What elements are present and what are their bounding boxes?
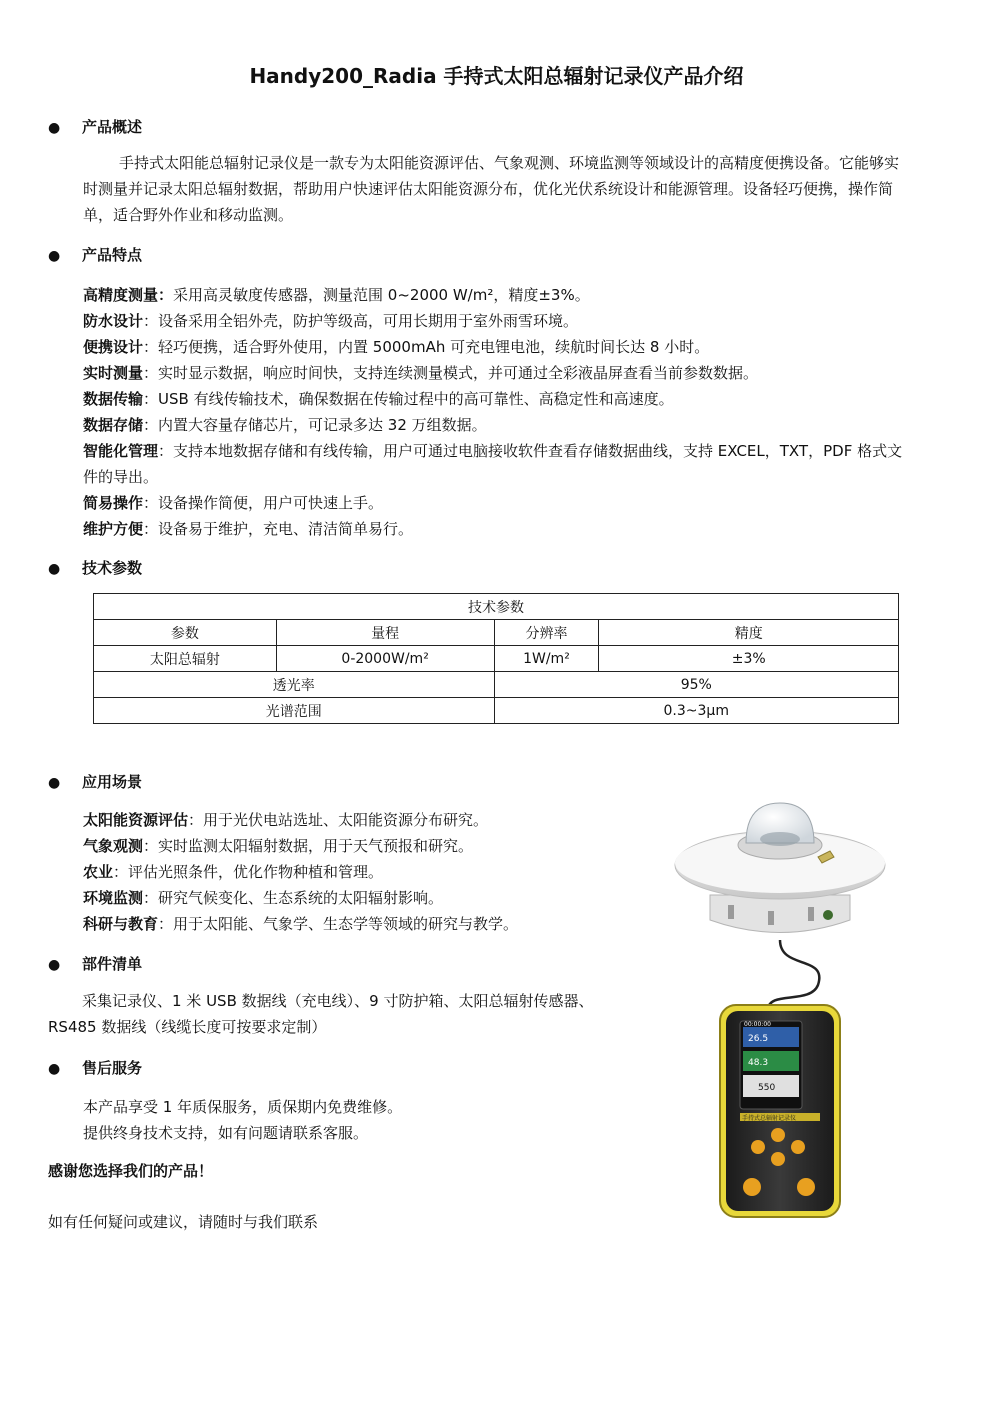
table-row: [94, 646, 899, 672]
table-header: 分辨率: [494, 620, 599, 646]
screen-value: 550: [758, 1083, 776, 1093]
thanks-text: 感谢您选择我们的产品！: [48, 1162, 214, 1180]
feature-item: 便携设计：轻巧便携，适合野外使用，内置 5000mAh 可充电锂电池，续航时间长达 8 小时。: [83, 338, 710, 356]
cable-icon: [768, 940, 819, 1010]
parts-paragraph: [48, 988, 658, 1040]
features-list: [83, 282, 911, 542]
screen-value: 26.5: [748, 1034, 769, 1044]
feature-item: 数据传输：USB 有线传输技术，确保数据在传输过程中的高可靠性、高稳定性和高速度。: [83, 390, 674, 408]
table-cell: 光谱范围: [94, 698, 495, 724]
overview-paragraph: 手持式太阳能总辐射记录仪是一款专为太阳能资源评估、气象观测、环境监测等领域设计的高精度便携设备。它能够实时测量并记录太阳总辐射数据，帮助用户快速评估太阳能资源分布，优化光伏系统设计和能源管理。设备轻巧便携，操作简单，适合野外作业和移动监测。: [83, 154, 900, 224]
product-illustration: [668, 795, 893, 1225]
table-cell: ±3%: [599, 646, 899, 672]
table-header: 精度: [599, 620, 899, 646]
feature-item: 实时测量：实时显示数据，响应时间快，支持连续测量模式，并可通过全彩液晶屏查看当前参数数据。: [83, 364, 759, 382]
application-item: 科研与教育：用于太阳能、气象学、生态学等领域的研究与教学。: [83, 915, 519, 933]
bullet-icon: ●: [48, 1061, 61, 1077]
feature-item: 防水设计：设备采用全铝外壳，防护等级高，可用长期用于室外雨雪环境。: [83, 312, 579, 330]
table-cell: 0.3~3μm: [494, 698, 899, 724]
product-image: [668, 795, 893, 1225]
feature-item: 智能化管理：支持本地数据存储和有线传输，用户可通过电脑接收软件查看存储数据曲线，支持 EXCEL，TXT，PDF 格式文件的导出。: [83, 442, 903, 486]
bullet-icon: ●: [48, 248, 61, 264]
table-cell: 透光率: [94, 672, 495, 698]
page-title: Handy200_Radia 手持式太阳总辐射记录仪产品介绍: [249, 64, 744, 88]
section-heading-features: ● 产品特点: [48, 246, 143, 264]
bullet-icon: ●: [48, 561, 61, 577]
service-paragraph: [83, 1094, 643, 1146]
handheld-logger-icon: [720, 1005, 840, 1217]
section-heading-overview: ● 产品概述: [48, 118, 143, 136]
table-title-row: [94, 594, 899, 620]
feature-item: 维护方便：设备易于维护，充电、清洁简单易行。: [83, 520, 414, 538]
screen-time: 00:00:00: [744, 1021, 771, 1028]
table-title: 技术参数: [94, 594, 899, 620]
application-item: 环境监测：研究气候变化、生态系统的太阳辐射影响。: [83, 889, 444, 907]
device-label: 手持式总辐射记录仪: [742, 1115, 797, 1122]
section-heading-parts: ● 部件清单: [48, 955, 143, 973]
table-row: [94, 698, 899, 724]
table-header: 参数: [94, 620, 277, 646]
table-header: 量程: [276, 620, 494, 646]
feature-item: 数据存储：内置大容量存储芯片，可记录多达 32 万组数据。: [83, 416, 487, 434]
bullet-icon: ●: [48, 775, 61, 791]
table-row: [94, 672, 899, 698]
section-heading-applications: ● 应用场景: [48, 773, 143, 791]
table-header-row: [94, 620, 899, 646]
parts-line: RS485 数据线（线缆长度可按要求定制）: [48, 1018, 327, 1036]
contact-text: 如有任何疑问或建议，请随时与我们联系: [48, 1213, 319, 1231]
applications-list: [83, 807, 663, 937]
feature-item: 简易操作：设备操作简便，用户可快速上手。: [83, 494, 384, 512]
table-cell: 太阳总辐射: [94, 646, 277, 672]
application-item: 农业：评估光照条件，优化作物种植和管理。: [83, 863, 384, 881]
parts-line: 采集记录仪、1 米 USB 数据线（充电线）、9 寸防护箱、太阳总辐射传感器、: [82, 992, 594, 1010]
table-cell: 0-2000W/m²: [276, 646, 494, 672]
sensor-icon: [675, 803, 885, 933]
application-item: 气象观测：实时监测太阳辐射数据，用于天气预报和研究。: [83, 837, 474, 855]
service-line: 提供终身技术支持，如有问题请联系客服。: [83, 1124, 369, 1142]
section-heading-specs: ● 技术参数: [48, 559, 143, 577]
bullet-icon: ●: [48, 120, 61, 136]
screen-value: 48.3: [748, 1058, 769, 1068]
spec-table: [93, 593, 899, 724]
table-cell: 95%: [494, 672, 899, 698]
service-line: 本产品享受 1 年质保服务，质保期内免费维修。: [83, 1098, 403, 1116]
section-heading-service: ● 售后服务: [48, 1059, 143, 1077]
bullet-icon: ●: [48, 957, 61, 973]
table-cell: 1W/m²: [494, 646, 599, 672]
application-item: 太阳能资源评估：用于光伏电站选址、太阳能资源分布研究。: [83, 811, 489, 829]
feature-item: 高精度测量：采用高灵敏度传感器，测量范围 0~2000 W/m²，精度±3%。: [83, 286, 590, 304]
